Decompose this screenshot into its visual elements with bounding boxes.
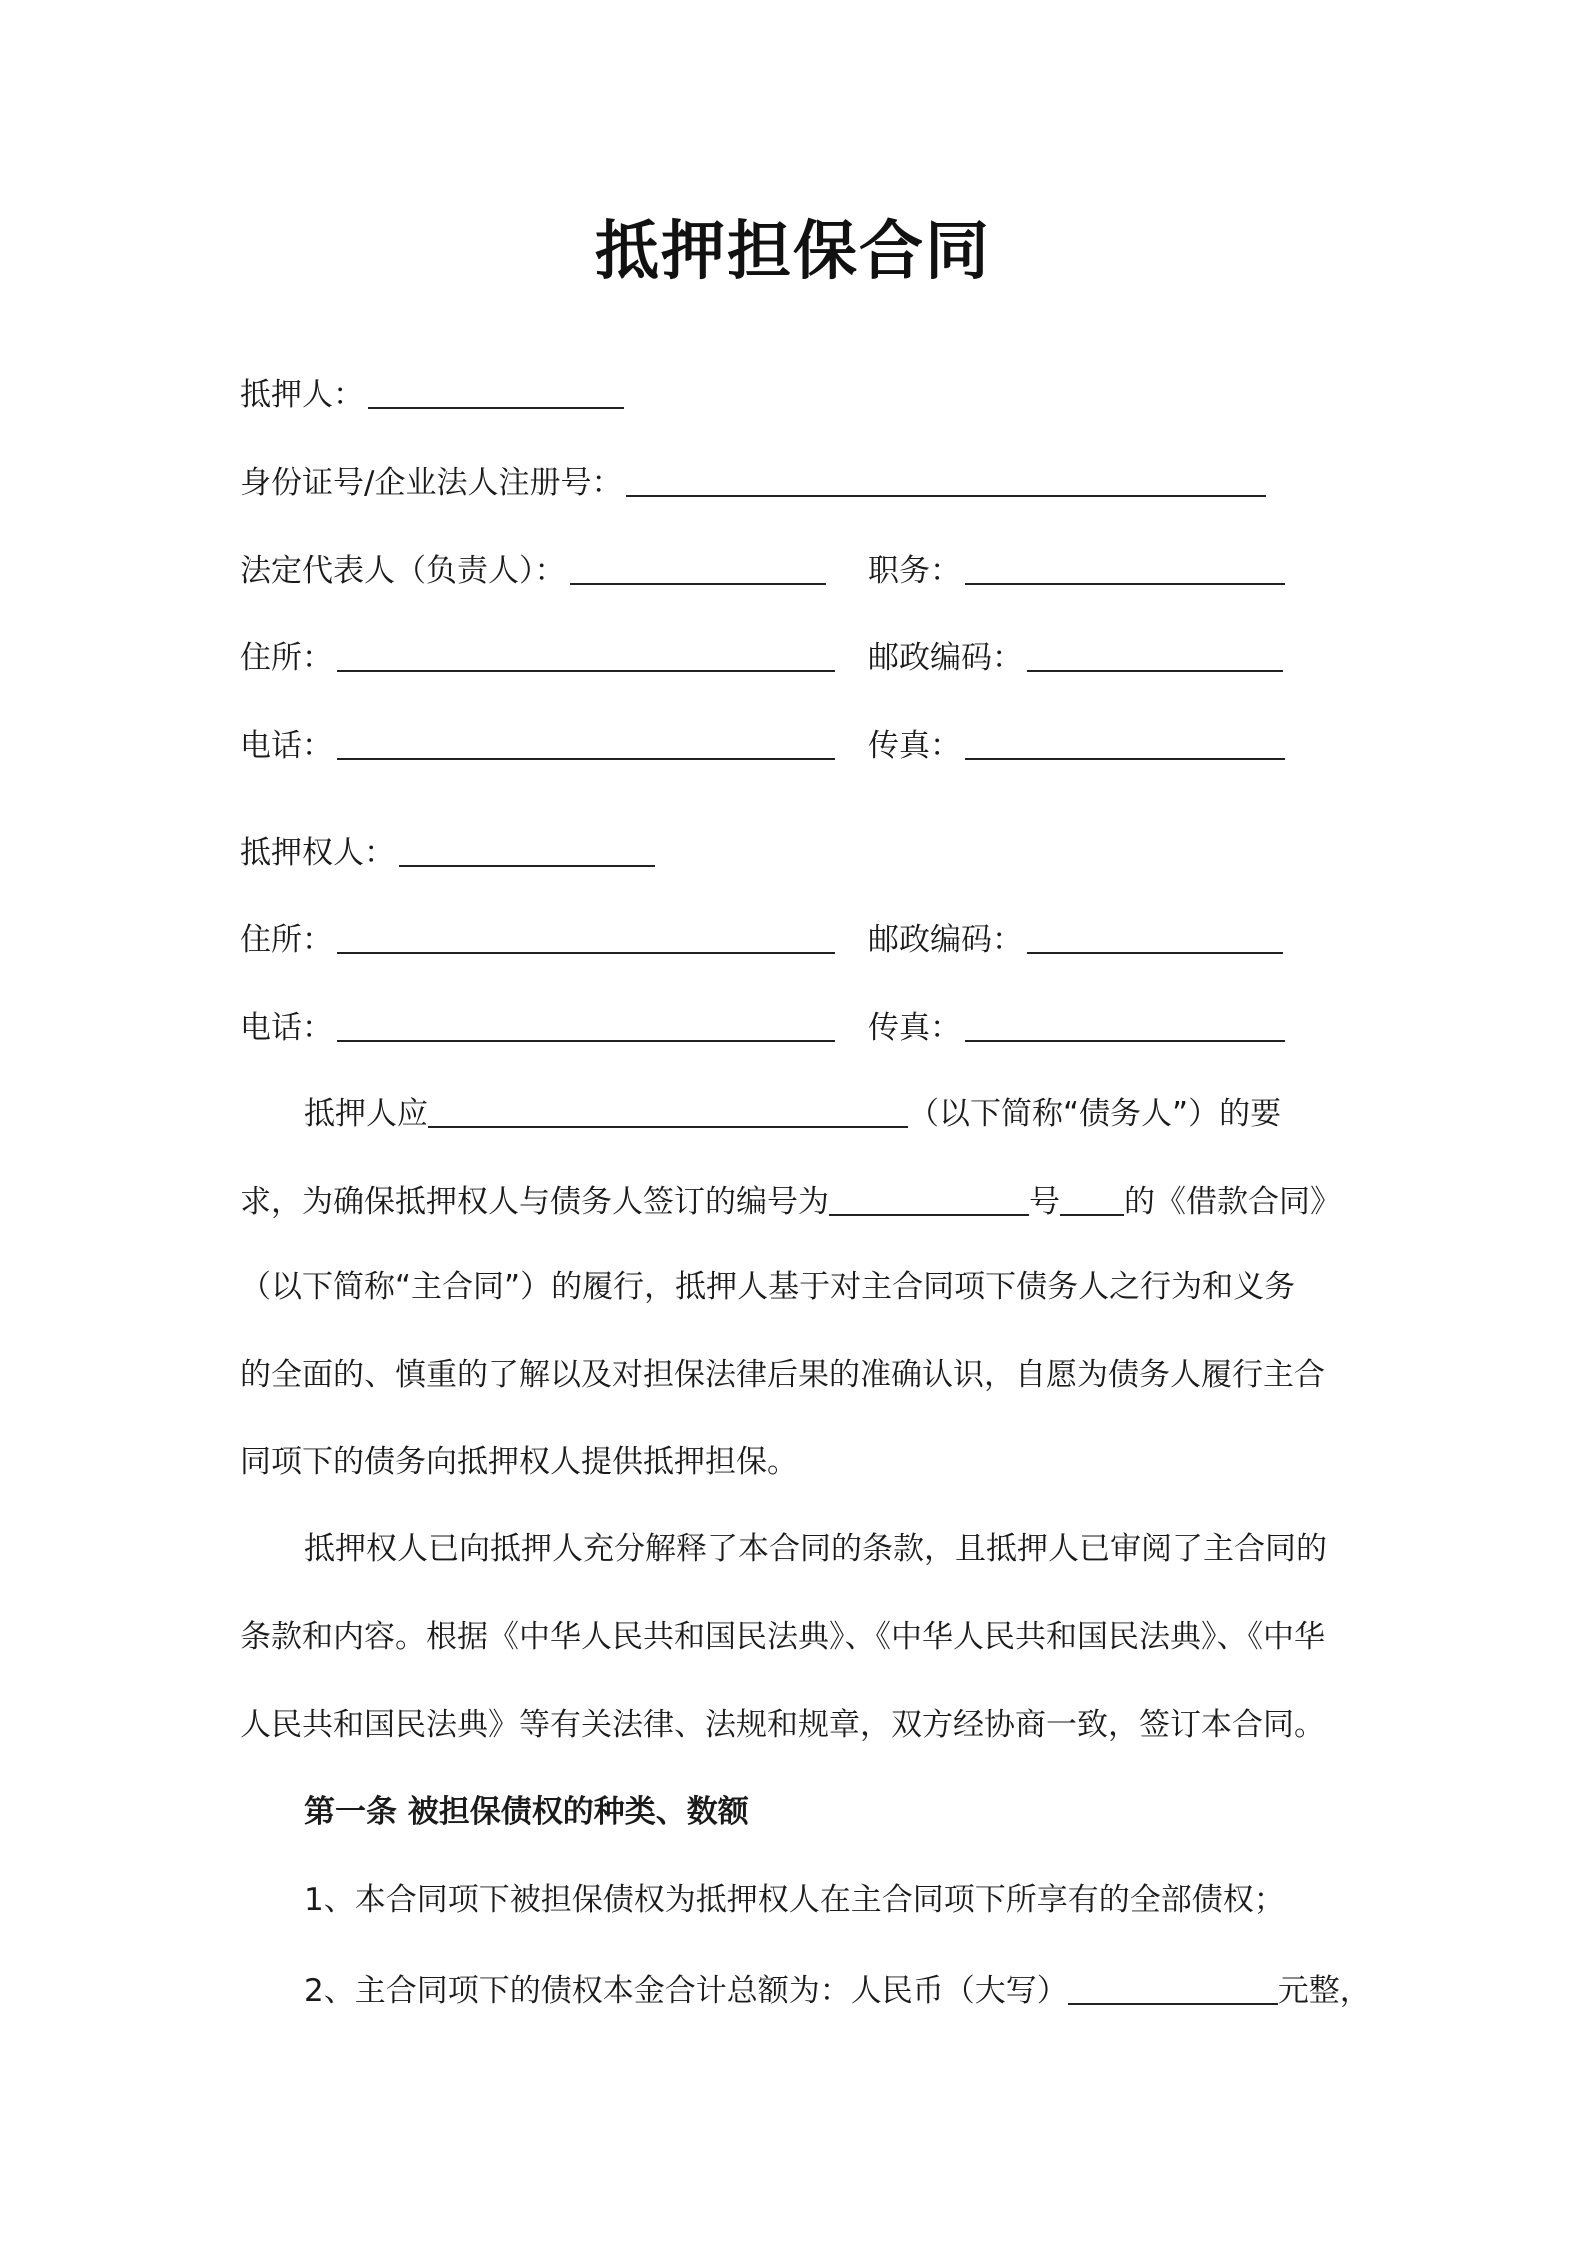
para1-text-e: 的《借款合同》 [1124,1184,1341,1220]
mortgagor-postcode-blank[interactable] [1027,630,1283,672]
mortgagor-phone-blank[interactable] [337,718,835,760]
mortgagor-address-row [240,630,835,680]
mortgagor-phone-row [240,718,835,768]
contract-number-blank[interactable] [829,1174,1029,1216]
mortgagee-phone-row [240,1000,835,1050]
para1-text-a: 抵押人应 [304,1096,428,1132]
mortgagee-address-row [240,912,835,962]
para1-line2 [240,1174,1360,1224]
mortgagor-label: 抵押人： [240,377,364,413]
mortgagee-postcode-row [868,912,1283,962]
mortgagee-fax-blank[interactable] [965,1000,1285,1042]
para1-line1 [240,1086,1424,1136]
mortgagee-phone-label: 电话： [240,1010,333,1046]
mortgagor-position-row [868,543,1285,593]
mortgagee-address-blank[interactable] [337,912,835,954]
mortgagor-rep-label: 法定代表人（负责人）： [240,553,566,589]
mortgagee-fax-row [868,1000,1285,1050]
mortgagor-id-label: 身份证号/企业法人注册号： [240,465,623,501]
article1-item2-text: 2、主合同项下的债权本金合计总额为：人民币（大写） [304,1973,1068,2009]
mortgagor-id-blank[interactable] [626,455,1266,497]
mortgagee-address-label: 住所： [240,922,333,958]
mortgagor-rep-row [240,543,826,593]
mortgagor-row [240,367,624,417]
principal-amount-blank[interactable] [1068,1963,1278,2005]
contract-no-suffix-blank[interactable] [1060,1174,1124,1216]
para1-text-c: 求，为确保抵押权人与债务人签订的编号为 [240,1184,829,1220]
mortgagee-label: 抵押权人： [240,835,395,871]
mortgagor-address-label: 住所： [240,640,333,676]
para2-line2: 条款和内容。根据《中华人民共和国民法典》、《中华人民共和国民法典》、《中华 [240,1619,1325,1655]
mortgagor-postcode-label: 邮政编码： [868,640,1023,676]
mortgagor-blank[interactable] [368,367,624,409]
para1-line4: 的全面的、慎重的了解以及对担保法律后果的准确认识，自愿为债务人履行主合 [240,1357,1325,1393]
mortgagor-fax-row [868,718,1285,768]
mortgagee-phone-blank[interactable] [337,1000,835,1042]
mortgagor-position-blank[interactable] [965,543,1285,585]
mortgagee-row [240,825,655,875]
mortgagor-phone-label: 电话： [240,728,333,764]
debtor-name-blank[interactable] [428,1086,908,1128]
article1-item1: 1、本合同项下被担保债权为抵押权人在主合同项下所享有的全部债权； [304,1882,1285,1918]
mortgagee-postcode-blank[interactable] [1027,912,1283,954]
mortgagee-fax-label: 传真： [868,1010,961,1046]
mortgagor-postcode-row [868,630,1283,680]
mortgagor-position-label: 职务： [868,553,961,589]
article1-item2-suffix: 元整， [1277,1973,1371,2009]
para1-text-b: （以下简称“债务人”）的要 [908,1096,1282,1132]
mortgagor-fax-label: 传真： [868,728,961,764]
document-title: 抵押担保合同 [595,215,991,289]
para2-line3: 人民共和国民法典》等有关法律、法规和规章，双方经协商一致，签订本合同。 [240,1707,1325,1743]
article1-item2 [240,1963,1424,2013]
para1-line5: 同项下的债务向抵押权人提供抵押担保。 [240,1444,798,1480]
mortgagor-id-row [240,455,1266,505]
para1-text-d: 号 [1029,1184,1060,1220]
mortgagor-address-blank[interactable] [337,630,835,672]
mortgagor-rep-blank[interactable] [570,543,826,585]
mortgagor-fax-blank[interactable] [965,718,1285,760]
para2-line1: 抵押权人已向抵押人充分解释了本合同的条款，且抵押人已审阅了主合同的 [304,1531,1327,1567]
mortgagee-blank[interactable] [399,825,655,867]
mortgagee-postcode-label: 邮政编码： [868,922,1023,958]
para1-line3: （以下简称“主合同”）的履行，抵押人基于对主合同项下债务人之行为和义务 [240,1269,1296,1305]
article1-heading: 第一条 被担保债权的种类、数额 [304,1794,749,1830]
